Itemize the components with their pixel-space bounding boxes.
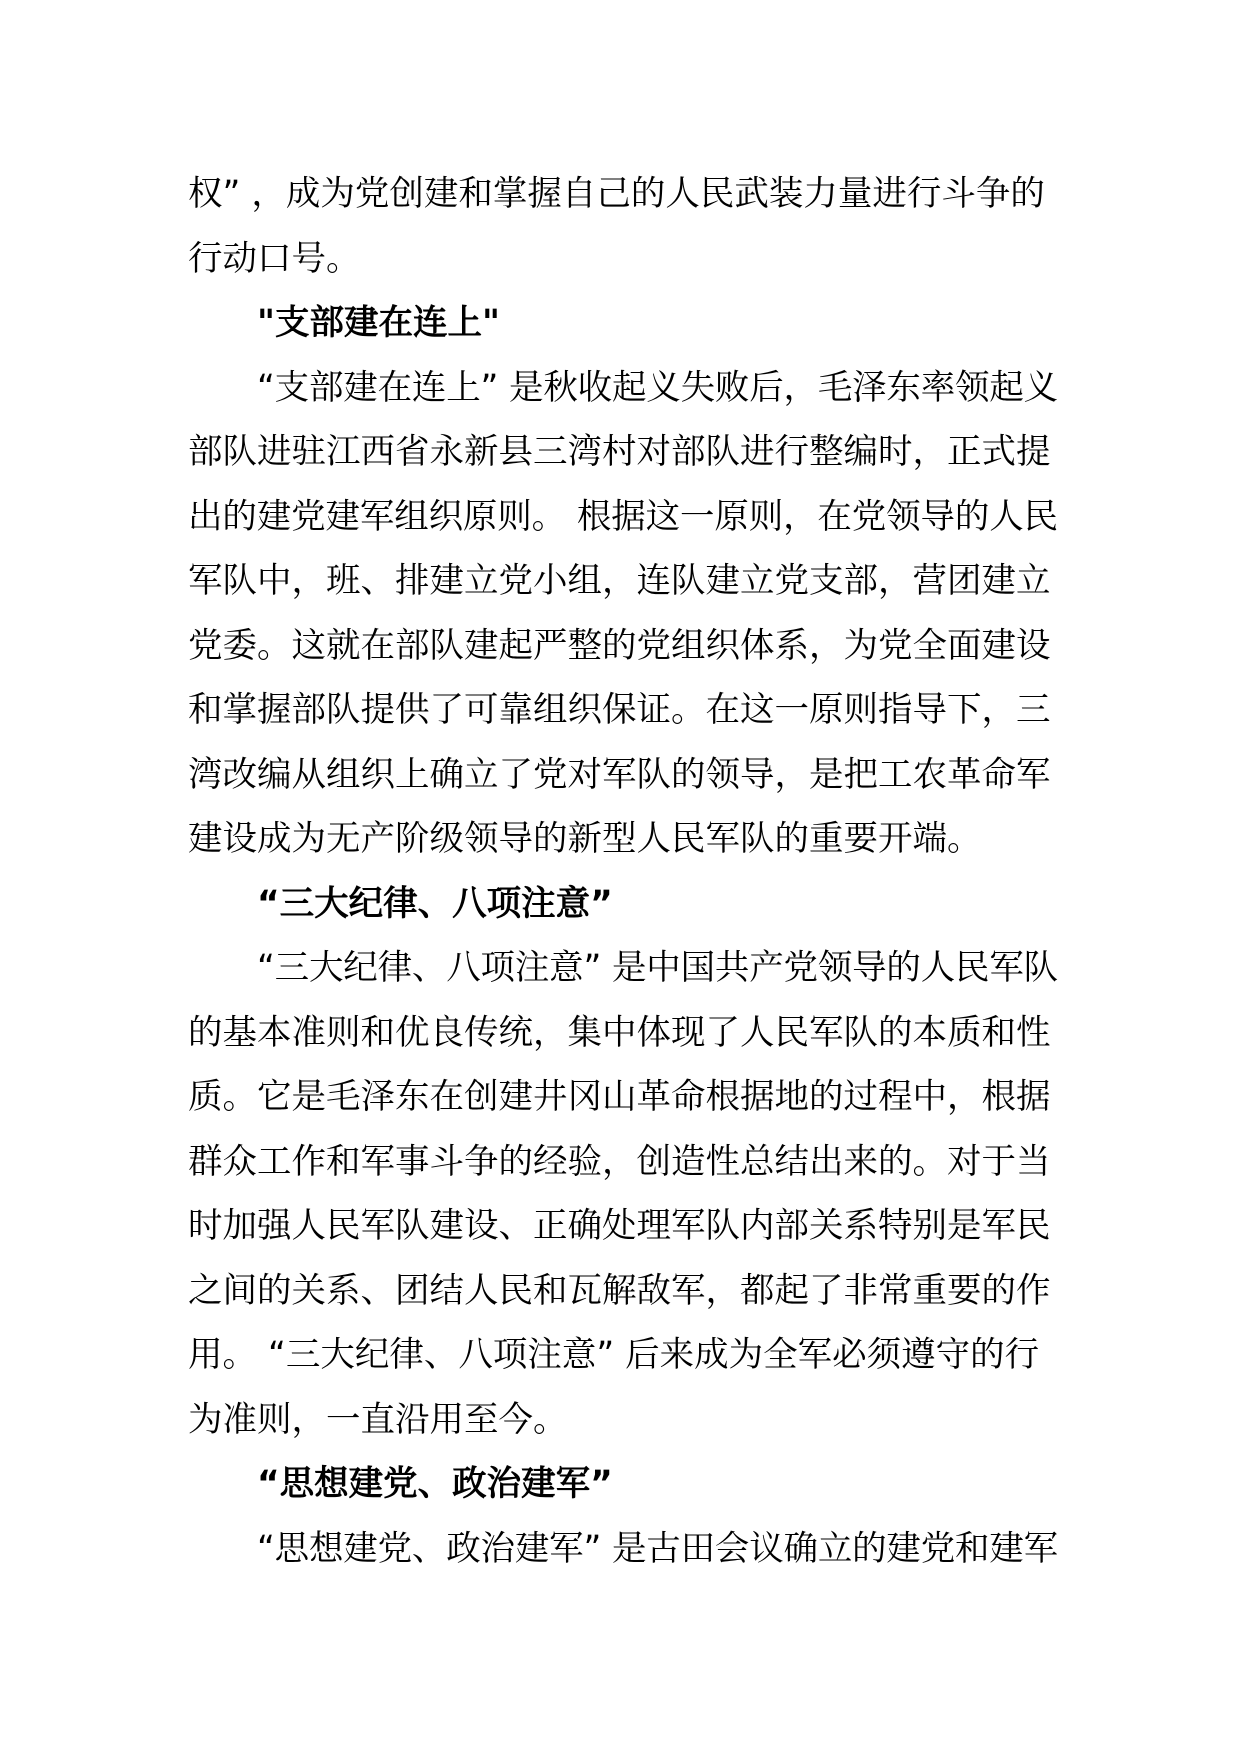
text-line: 之间的关系、团结人民和瓦解敌军，都起了非常重要的作 — [188, 1270, 1051, 1311]
text-line: 党委。这就在部队建起严整的党组织体系，为党全面建设 — [188, 625, 1051, 666]
section-heading-branch-in-company: "支部建在连上" — [257, 303, 500, 343]
text-line: 湾改编从组织上确立了党对军队的领导，是把工农革命军 — [188, 754, 1051, 795]
document-page — [188, 162, 1058, 1581]
paragraph-continuation — [188, 162, 1058, 291]
text-line: 部队进驻江西省永新县三湾村对部队进行整编时，正式提 — [188, 432, 1051, 472]
text-line: “思想建党、政治建军” 是古田会议确立的建党和建军 — [257, 1528, 1058, 1569]
paragraph-branch-in-company — [188, 356, 1058, 872]
text-line: 和掌握部队提供了可靠组织保证。在这一原则指导下，三 — [188, 690, 1051, 730]
text-line: 出的建党建军组织原则。 根据这一原则，在党领导的人民 — [188, 496, 1058, 537]
text-line: 群众工作和军事斗争的经验，创造性总结出来的。对于当 — [188, 1141, 1051, 1182]
text-line: 军队中，班、排建立党小组，连队建立党支部，营团建立 — [188, 561, 1051, 601]
section-heading-ideological-party-political-army: “思想建党、政治建军” — [257, 1464, 613, 1504]
text-line: 权” ，成为党创建和掌握自己的人民武装力量进行斗争的 — [188, 174, 1045, 214]
text-line: “三大纪律、八项注意” 是中国共产党领导的人民军队 — [257, 948, 1058, 988]
text-line: 用。 “三大纪律、八项注意” 后来成为全军必须遵守的行 — [188, 1335, 1040, 1375]
text-line: 质。它是毛泽东在创建井冈山革命根据地的过程中，根据 — [188, 1077, 1051, 1117]
text-line: 建设成为无产阶级领导的新型人民军队的重要开端。 — [188, 819, 982, 859]
paragraph-three-rules-eight-points — [188, 936, 1058, 1452]
text-line: 时加强人民军队建设、正确处理军队内部关系特别是军民 — [188, 1206, 1051, 1246]
text-line: 为准则，一直沿用至今。 — [188, 1399, 568, 1440]
text-line: 的基本准则和优良传统，集中体现了人民军队的本质和性 — [188, 1012, 1051, 1053]
text-line: 行动口号。 — [188, 238, 361, 279]
section-heading-three-rules-eight-points: “三大纪律、八项注意” — [257, 883, 613, 924]
text-line: “支部建在连上” 是秋收起义失败后，毛泽东率领起义 — [257, 367, 1058, 408]
paragraph-ideological-party-political-army — [188, 1517, 1058, 1582]
